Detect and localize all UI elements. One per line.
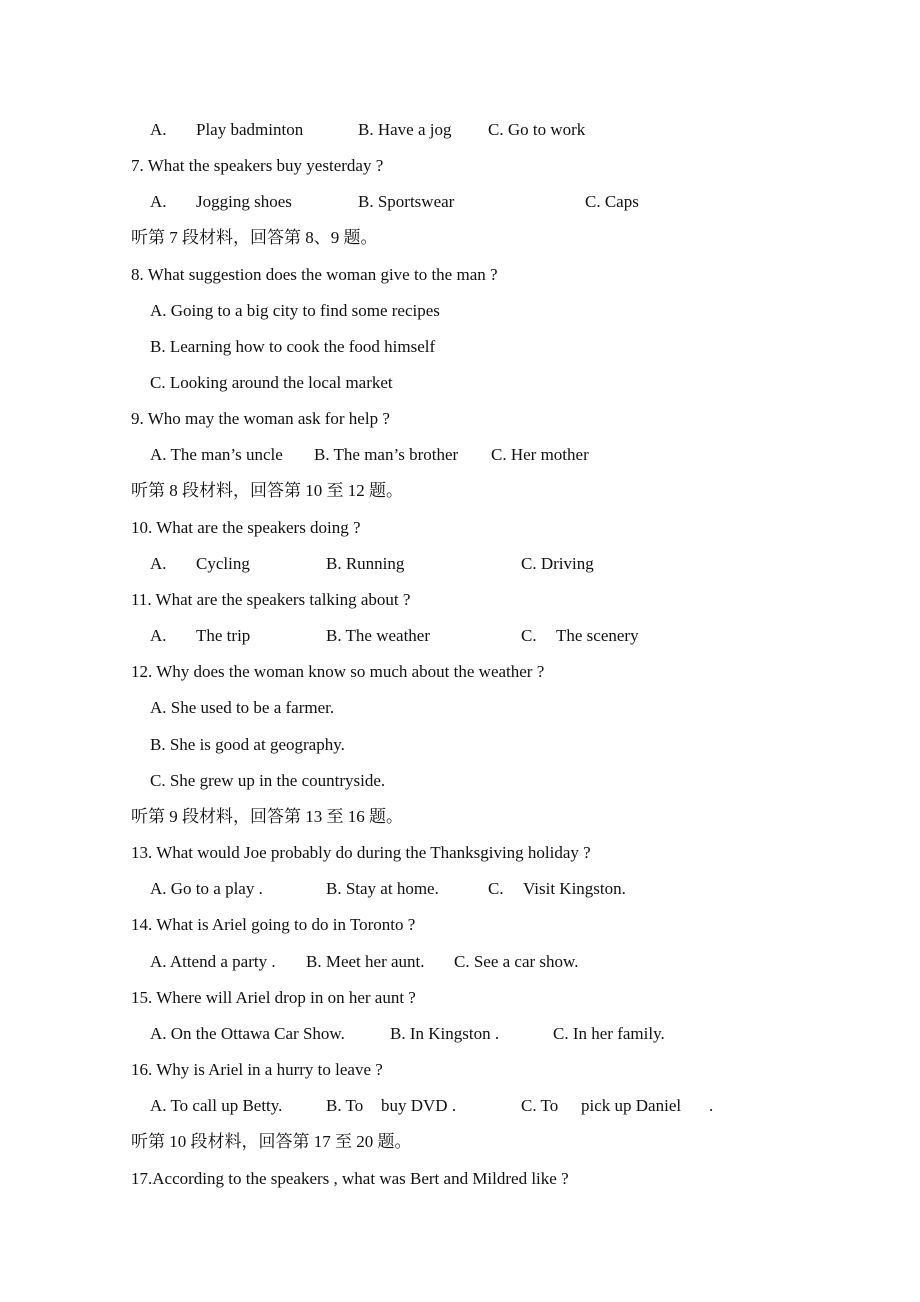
option-text: B. Sportswear [358,192,455,211]
option-text: buy DVD . [381,1096,457,1115]
option-text: C. Go to work [488,120,586,139]
section-instruction: 听第 7 段材料，回答第 8、9 题。 [131,228,378,247]
option-text: A. The man’s uncle [150,445,283,464]
question-text: 16. Why is Ariel in a hurry to leave ? [131,1060,383,1079]
option-text: B. Meet her aunt. [306,952,425,971]
option-text: B. She is good at geography. [150,735,345,754]
option-text: The trip [196,626,251,645]
option-text: C. [488,879,504,898]
section-instruction: 听第 9 段材料，回答第 13 至 16 题。 [131,807,403,826]
option-text: A. Attend a party . [150,952,276,971]
question-text: 7. What the speakers buy yesterday ? [131,156,384,175]
option-text: B. Have a jog [358,120,452,139]
option-text: A. [150,192,167,211]
option-text: C. In her family. [553,1024,665,1043]
section-instruction: 听第 10 段材料，回答第 17 至 20 题。 [131,1132,412,1151]
question-text: 13. What would Joe probably do during the Thanksgiving holiday ? [131,843,591,862]
option-text: Play badminton [196,120,304,139]
option-text: B. Running [326,554,405,573]
question-text: 12. Why does the woman know so much about the weather ? [131,662,545,681]
option-text: A. [150,554,167,573]
question-text: 9. Who may the woman ask for help ? [131,409,390,428]
option-text: B. The weather [326,626,431,645]
option-text: . [709,1096,714,1115]
option-text: A. She used to be a farmer. [150,698,335,717]
option-text: C. Her mother [491,445,589,464]
option-text: The scenery [556,626,639,645]
option-text: B. The man’s brother [314,445,459,464]
option-text: C. To [521,1096,559,1115]
question-text: 17.According to the speakers , what was Bert and Mildred like ? [131,1169,569,1188]
option-text: A. To call up Betty. [150,1096,283,1115]
option-text: A. Going to a big city to find some recipes [150,301,440,320]
question-text: 8. What suggestion does the woman give to the man ? [131,265,498,284]
option-text: B. Stay at home. [326,879,439,898]
section-instruction: 听第 8 段材料，回答第 10 至 12 题。 [131,481,403,500]
question-text: 10. What are the speakers doing ? [131,518,361,537]
option-text: Jogging shoes [196,192,292,211]
option-text: A. [150,626,167,645]
option-text: A. Go to a play . [150,879,263,898]
option-text: C. See a car show. [454,952,579,971]
option-text: C. [521,626,537,645]
question-text: 15. Where will Ariel drop in on her aunt ? [131,988,416,1007]
option-text: C. Caps [585,192,639,211]
option-text: B. Learning how to cook the food himself [150,337,436,356]
option-text: B. To [326,1096,364,1115]
option-text: Visit Kingston. [523,879,626,898]
question-text: 11. What are the speakers talking about ? [131,590,411,609]
option-text: pick up Daniel [581,1096,682,1115]
option-text: C. Driving [521,554,594,573]
option-text: C. Looking around the local market [150,373,393,392]
option-text: B. In Kingston . [390,1024,500,1043]
option-text: A. On the Ottawa Car Show. [150,1024,345,1043]
option-text: A. [150,120,167,139]
option-text: Cycling [196,554,250,573]
question-text: 14. What is Ariel going to do in Toronto ? [131,915,416,934]
option-text: C. She grew up in the countryside. [150,771,386,790]
